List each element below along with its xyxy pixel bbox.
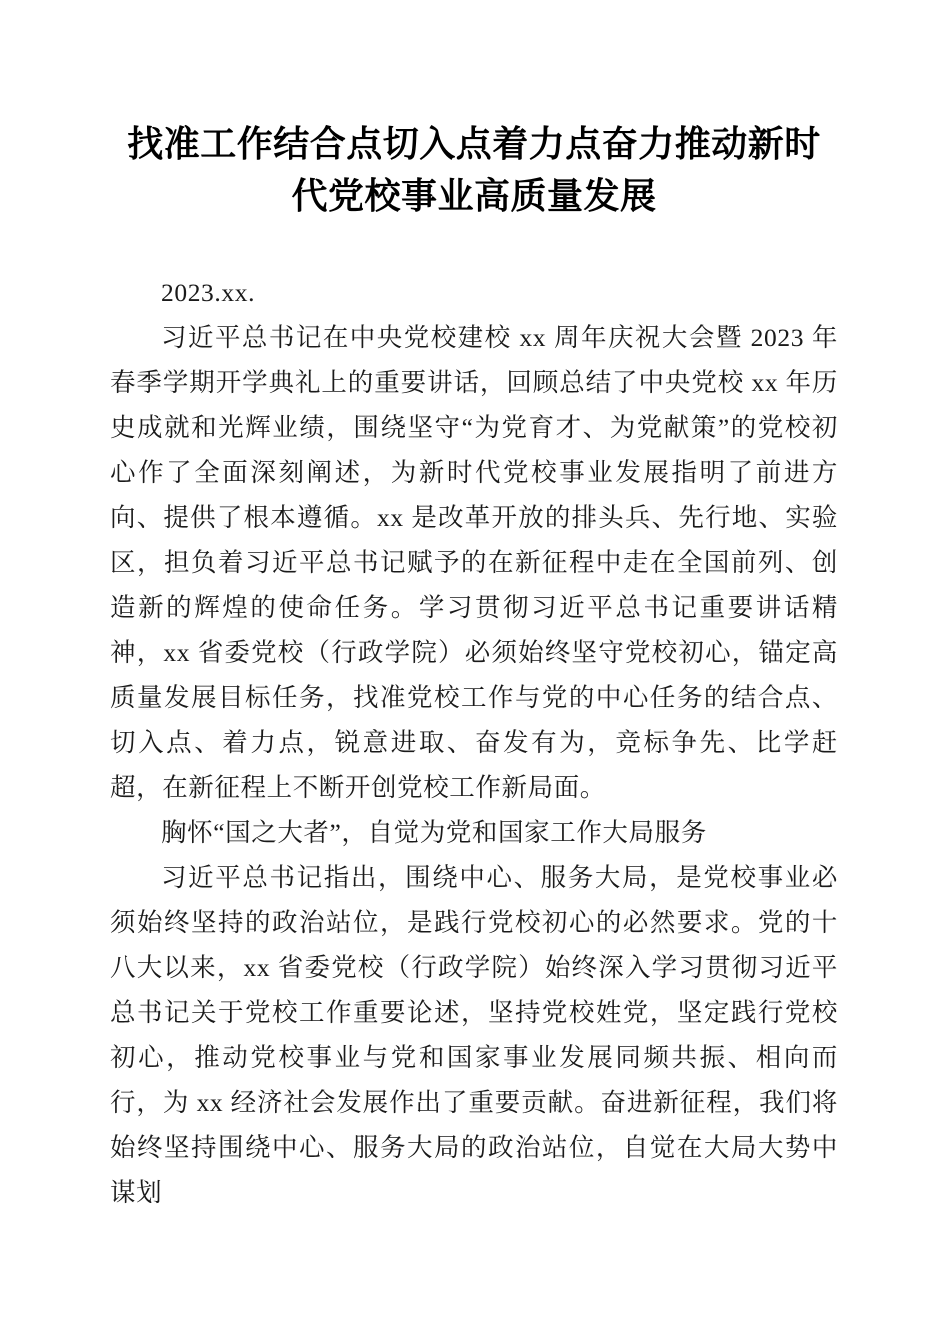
paragraph-intro: 习近平总书记在中央党校建校 xx 周年庆祝大会暨 2023 年春季学期开学典礼上的重要讲话，回顾总结了中央党校 xx 年历史成就和光辉业绩，围绕坚守“为党育才、为党献策”的党校初心作了全面深刻阐述，为新时代党校事业发展指明了前进方向、提供了根本遵循。xx 是改革开放的排头兵、先行地、实验区，担负着习近平总书记赋予的在新征程中走在全国前列、创造新的辉煌的使命任务。学习贯彻习近平总书记重要讲话精神，xx 省委党校（行政学院）必须始终坚守党校初心，锚定高质量发展目标任务，找准党校工作与党的中心任务的结合点、切入点、着力点，锐意进取、奋发有为，竞标争先、比学赶超，在新征程上不断开创党校工作新局面。 bbox=[110, 323, 838, 802]
section-heading-1: 胸怀“国之大者”，自觉为党和国家工作大局服务 bbox=[161, 818, 707, 847]
page-title-line-2: 党校事业高质量发展 bbox=[328, 176, 657, 216]
page-title-line-1: 找准工作结合点切入点着力点奋力推动新时代 bbox=[127, 124, 821, 216]
document-content bbox=[110, 222, 838, 1215]
page-title bbox=[110, 0, 838, 222]
paragraph-section-1-body: 习近平总书记指出，围绕中心、服务大局，是党校事业必须始终坚持的政治站位，是践行党校初心的必然要求。党的十八大以来，xx 省委党校（行政学院）始终深入学习贯彻习近平总书记关于党校工作重要论述，坚持党校姓党，坚定践行党校初心，推动党校事业与党和国家事业发展同频共振、相向而行，为 xx 经济社会发展作出了重要贡献。奋进新征程，我们将始终坚持围绕中心、服务大局的政治站位，自觉在大局大势中谋划 bbox=[110, 863, 838, 1207]
date-line: 2023.xx. bbox=[161, 278, 256, 307]
document-text-column bbox=[110, 0, 838, 1215]
